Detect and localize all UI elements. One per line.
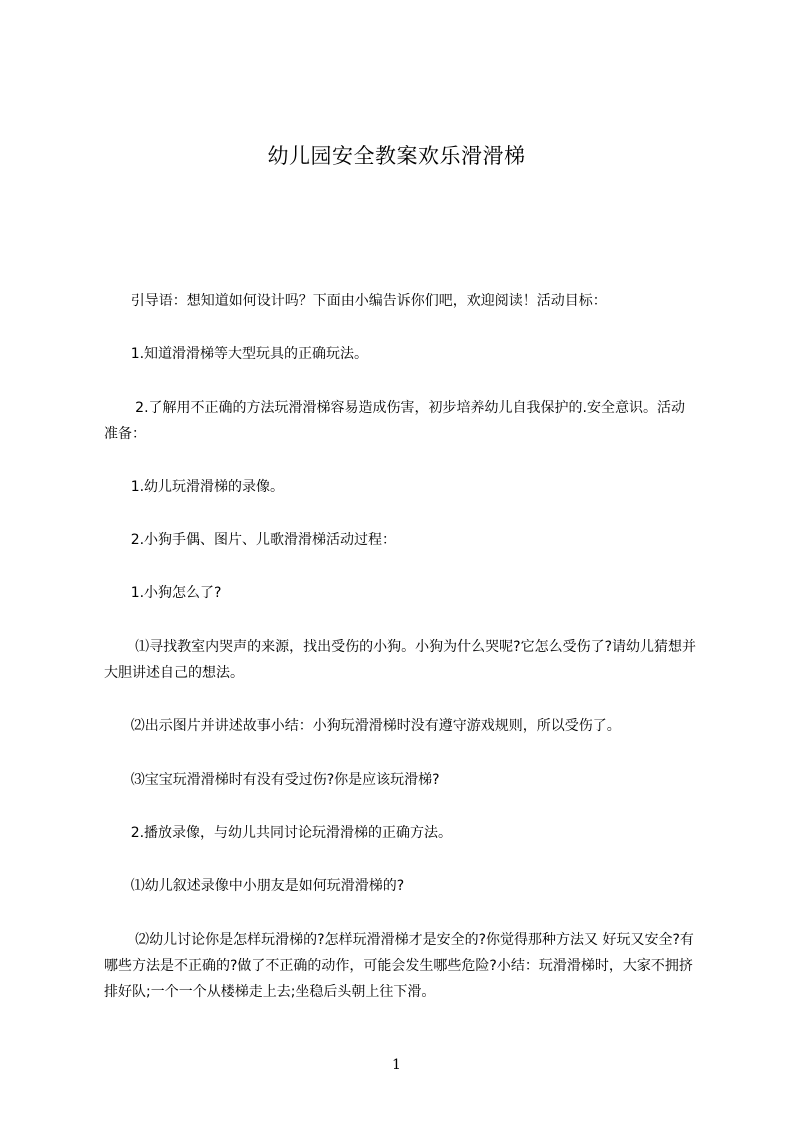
paragraph-prep-1: 1.幼儿玩滑滑梯的录像。 [104,479,285,495]
paragraph-step-1-1: ⑴寻找教室内哭声的来源，找出受伤的小狗。小狗为什么哭呢?它怎么受伤了?请幼儿猜想并大胆讲述自己的想法。 [104,639,697,681]
paragraph-step-2-1: ⑴幼儿叙述录像中小朋友是如何玩滑滑梯的? [104,878,405,894]
document-title: 幼儿园安全教案欢乐滑滑梯 [267,144,526,168]
paragraph-step-1: 1.小狗怎么了? [104,585,222,601]
paragraph-goal-1: 1.知道滑滑梯等大型玩具的正确玩法。 [104,346,369,362]
page-number: 1 [392,1057,401,1073]
paragraph-prep-2: 2.小狗手偶、图片、儿歌滑滑梯活动过程： [104,532,397,548]
paragraph-step-2: 2.播放录像，与幼儿共同讨论玩滑滑梯的正确方法。 [104,825,453,841]
paragraph-goal-2: 2.了解用不正确的方法玩滑滑梯容易造成伤害，初步培养幼儿自我保护的.安全意识。活动准备： [104,400,685,442]
paragraph-intro: 引导语：想知道如何设计吗？下面由小编告诉你们吧，欢迎阅读！活动目标： [104,293,607,309]
paragraph-step-2-2: ⑵幼儿讨论你是怎样玩滑梯的?怎样玩滑滑梯才是安全的?你觉得那种方法又 好玩又安全?有哪些方法是不正确的?做了不正确的动作，可能会发生哪些危险?小结：玩滑滑梯时，大家不拥挤排好队;一个一个从楼梯走上去;坐稳后头朝上往下滑。 [104,932,694,1000]
paragraph-step-1-2: ⑵出示图片并讲述故事小结：小狗玩滑滑梯时没有遵守游戏规则，所以受伤了。 [104,718,621,734]
paragraph-step-1-3: ⑶宝宝玩滑滑梯时有没有受过伤?你是应该玩滑梯? [104,772,440,788]
